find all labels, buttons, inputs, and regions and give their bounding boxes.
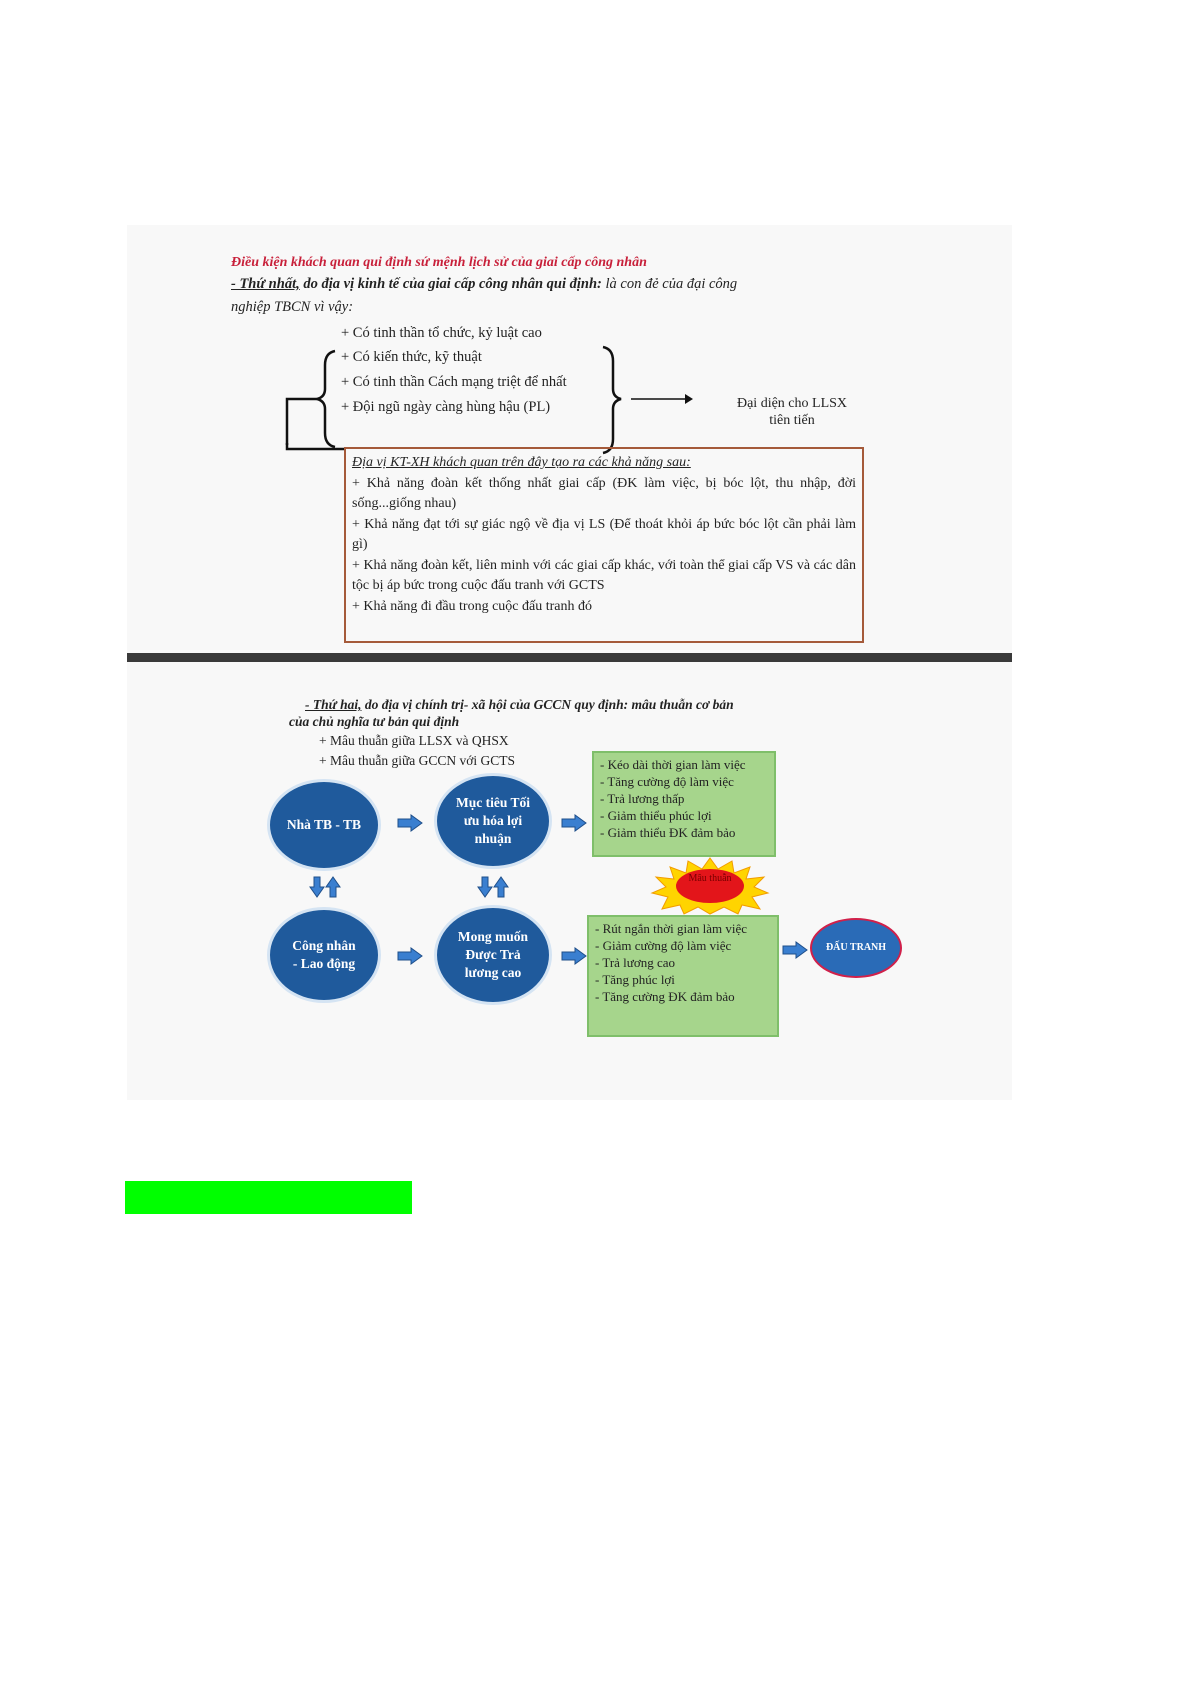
node-capitalist: Nhà TB - TB [267, 779, 381, 871]
conflict-label: Mâu thuẫn [688, 873, 732, 884]
demand-item: - Rút ngắn thời gian làm việc [595, 921, 748, 936]
up-down-arrows-icon [477, 876, 513, 898]
action-item: - Kéo dài thời gian làm việc [600, 757, 746, 772]
demand-item: - Giảm cường độ làm việc [595, 938, 732, 953]
demand-item: - Tăng cường ĐK đảm bảo [595, 989, 735, 1004]
first-point-continuation: nghiệp TBCN vì vậy: [231, 299, 354, 315]
block-arrow-right-icon [397, 947, 423, 965]
capability-item: + Khả năng đoàn kết thống nhất giai cấp (ĐK làm việc, bị bóc lột, thu nhập, đời sống...giống nhau) [352, 475, 856, 511]
demand-item: - Trả lương cao [595, 955, 675, 970]
contradiction-item: + Mâu thuẫn giữa GCCN với GCTS [319, 753, 516, 768]
capability-item: + Khả năng đi đầu trong cuộc đấu tranh đó [352, 598, 592, 614]
action-item: - Giảm thiểu phúc lợi [600, 808, 712, 823]
block-arrow-right-icon [561, 814, 587, 832]
quality-item: + Có tinh thần Cách mạng triệt để nhất [341, 374, 567, 390]
worker-demands-box [587, 915, 779, 1037]
first-point-bold: do địa vị kinh tế của giai cấp công nhân qui định: [299, 276, 602, 292]
capability-item: + Khả năng đoàn kết, liên minh với các giai cấp khác, với toàn thể giai cấp VS và các dân tộc bị áp bức trong cuộc đấu tranh với GCTS [352, 557, 856, 593]
action-item: - Tăng cường độ làm việc [600, 774, 734, 789]
second-point-continuation: của chủ nghĩa tư bản qui định [289, 714, 460, 729]
section-title: Điều kiện khách quan qui định sứ mệnh lịch sử của giai cấp công nhân [231, 255, 647, 270]
conflict-starburst [640, 857, 780, 915]
contradiction-item: + Mâu thuẫn giữa LLSX và QHSX [319, 733, 509, 748]
node-profit-goal: Mục tiêu Tối ưu hóa lợi nhuận [434, 773, 552, 869]
node-struggle: ĐẤU TRANH [810, 918, 902, 978]
first-point-label: - Thứ nhất, [231, 276, 300, 292]
first-point-line [231, 276, 737, 293]
action-item: - Giảm thiểu ĐK đảm bảo [600, 825, 736, 840]
represents-line: tiên tiến [769, 413, 815, 428]
left-brace-connector [277, 345, 347, 665]
embedded-figure [127, 225, 1012, 1100]
quality-item: + Có kiến thức, kỹ thuật [341, 349, 482, 365]
action-item: - Trả lương thấp [600, 791, 685, 806]
first-point-rest: là con đẻ của đại công [601, 276, 738, 292]
highlight-bar [125, 1181, 412, 1214]
second-point-line [305, 697, 734, 713]
node-workers: Công nhân - Lao động [267, 907, 381, 1003]
capabilities-heading: Địa vị KT-XH khách quan trên đây tạo ra các khả năng sau: [352, 455, 691, 470]
quality-item: + Đội ngũ ngày càng hùng hậu (PL) [341, 399, 551, 415]
up-down-arrows-icon [309, 876, 345, 898]
section-divider [127, 653, 1012, 662]
capabilities-box [344, 447, 864, 643]
node-high-wage-wish: Mong muốn Được Trả lương cao [434, 905, 552, 1005]
second-point-rest: do địa vị chính trị- xã hội của GCCN quy định: mâu thuẫn cơ bản [361, 697, 734, 712]
block-arrow-right-icon [782, 941, 808, 959]
represents-line: Đại diện cho LLSX [736, 396, 848, 411]
represents-label [712, 395, 872, 429]
capability-item: + Khả năng đạt tới sự giác ngộ về địa vị LS (Để thoát khỏi áp bức bóc lột cần phải làm gì) [352, 516, 856, 552]
block-arrow-right-icon [561, 947, 587, 965]
second-point-label: - Thứ hai, [305, 697, 362, 712]
capitalist-actions-box [592, 751, 776, 857]
arrow-right-icon [627, 389, 697, 409]
demand-item: - Tăng phúc lợi [595, 972, 675, 987]
quality-item: + Có tinh thần tổ chức, kỷ luật cao [341, 325, 542, 341]
block-arrow-right-icon [397, 814, 423, 832]
